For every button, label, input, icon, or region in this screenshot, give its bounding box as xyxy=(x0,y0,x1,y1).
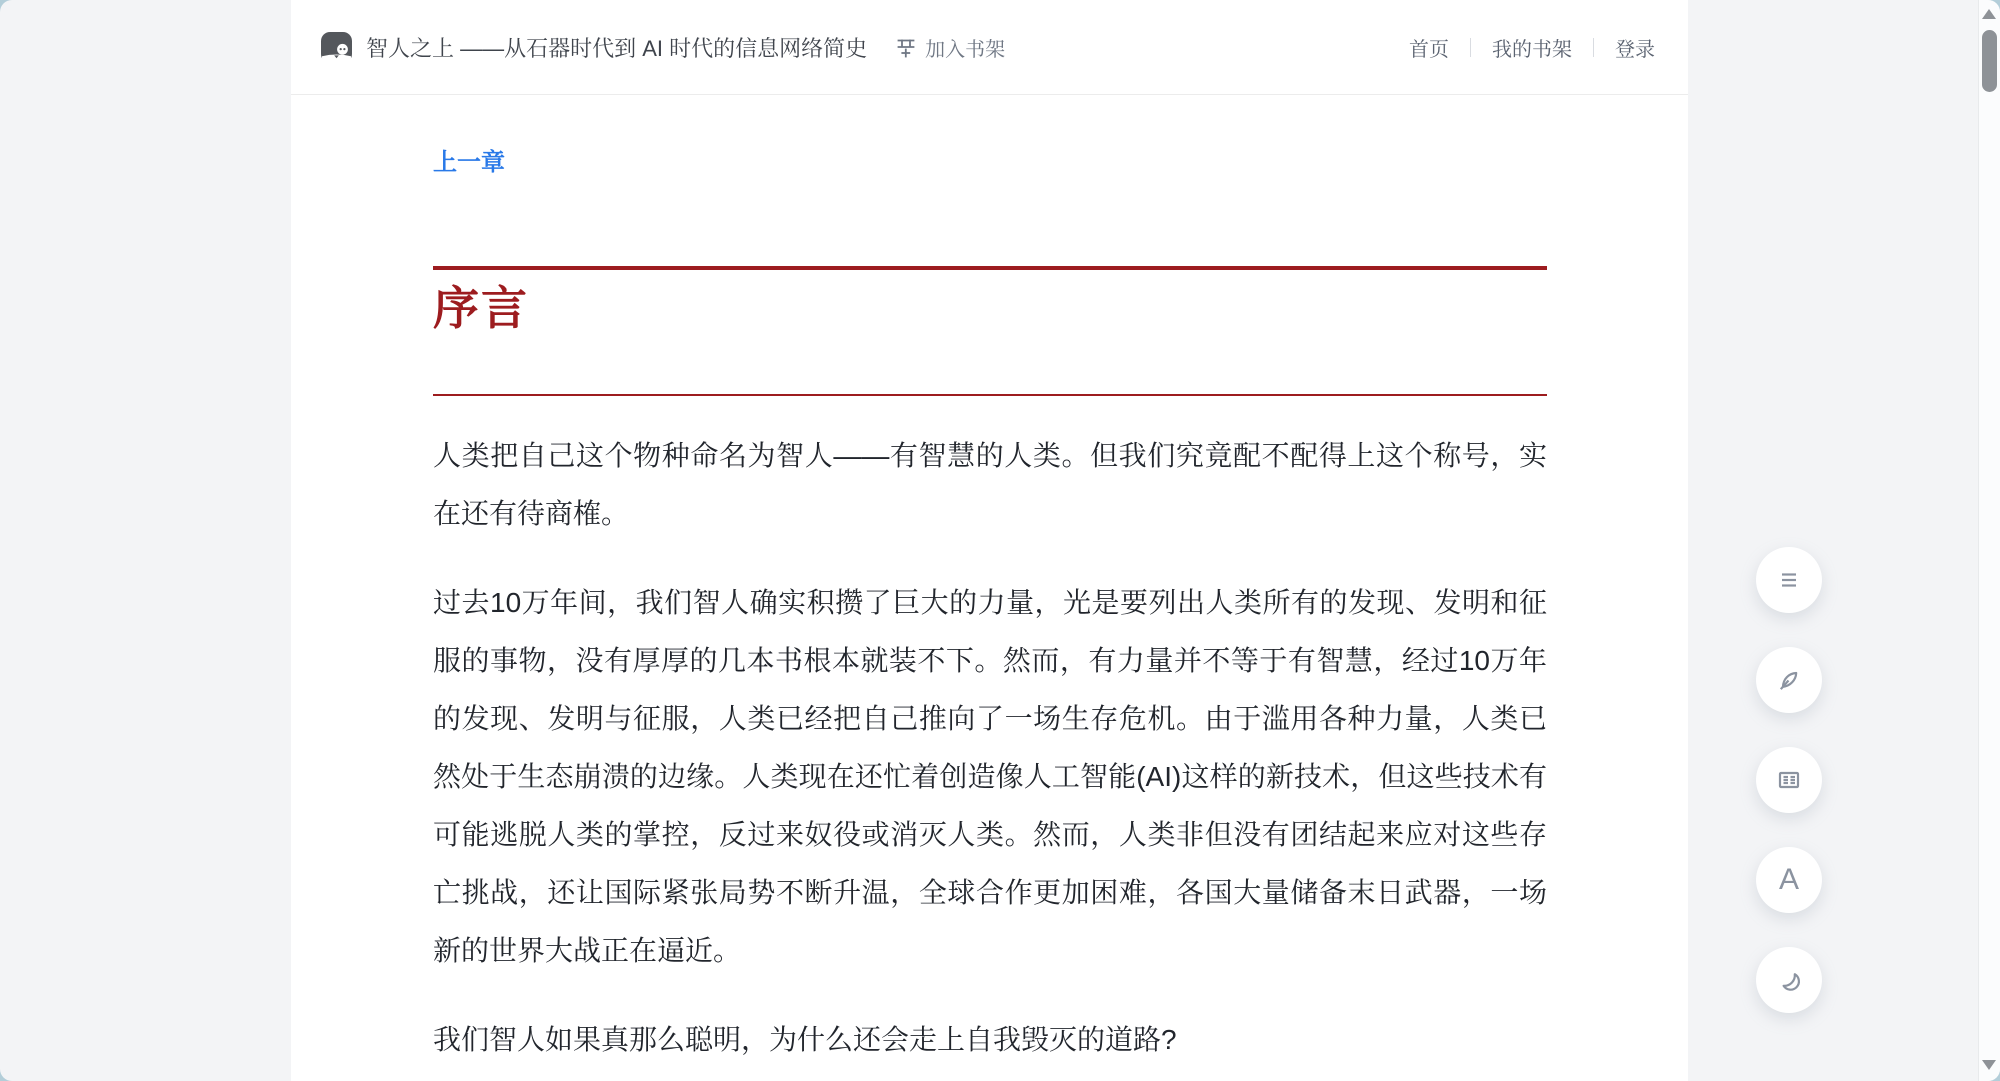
top-nav xyxy=(1409,33,1655,62)
menu-icon xyxy=(1774,565,1804,595)
add-to-shelf-button[interactable] xyxy=(894,33,1005,62)
add-to-shelf-label: 加入书架 xyxy=(925,38,1006,61)
font-settings-button[interactable] xyxy=(1756,847,1822,913)
nav-login-link[interactable]: 登录 xyxy=(1615,38,1655,61)
table-of-contents-button[interactable] xyxy=(1756,547,1822,613)
top-bar xyxy=(291,0,1688,95)
chapter-title: 序言 xyxy=(433,281,529,335)
font-size-icon: A xyxy=(1778,863,1799,896)
book-title: 智人之上 ——从石器时代到 AI 时代的信息网络简史 xyxy=(366,35,868,61)
nav-divider xyxy=(1593,38,1594,57)
nav-home-link[interactable]: 首页 xyxy=(1409,38,1449,61)
dark-mode-button[interactable] xyxy=(1756,947,1822,1013)
reader-mode-button[interactable] xyxy=(1756,747,1822,813)
nav-my-bookshelf-link[interactable]: 我的书架 xyxy=(1492,38,1572,61)
chapter-article xyxy=(291,95,1688,1069)
feather-icon xyxy=(1774,665,1804,695)
nav-divider xyxy=(1470,38,1471,57)
scroll-down-arrow[interactable] xyxy=(1982,1060,1996,1070)
prev-chapter-link[interactable]: 上一章 xyxy=(433,149,505,176)
reading-toolbar xyxy=(1756,547,1822,1013)
body-paragraph: 过去10万年间，我们智人确实积攒了巨大的力量，光是要列出人类所有的发现、发明和征服的事物，没有厚厚的几本书根本就装不下。然而，有力量并不等于有智慧，经过10万年的发现、发明与征服，人类已经把自己推向了一场生存危机。由于滥用各种力量，人类已然处于生态崩溃的边缘。人类现在还忙着创造像人工智能(AI)这样的新技术，但这些技术有可能逃脱人类的掌控，反过来奴役或消灭人类。然而，人类非但没有团结起来应对这些存亡挑战，还让国际紧张局势不断升温，全球合作更加困难，各国大量储备末日武器，一场新的世界大战正在逼近。 xyxy=(433,587,1547,966)
bookshelf-add-icon xyxy=(894,35,918,59)
reader-page xyxy=(291,0,1688,1081)
moon-icon xyxy=(1774,965,1804,995)
body-paragraph: 人类把自己这个物种命名为智人——有智慧的人类。但我们究竟配不配得上这个称号，实在还有待商榷。 xyxy=(433,440,1547,529)
card-list-icon xyxy=(1774,765,1804,795)
notes-button[interactable] xyxy=(1756,647,1822,713)
page-scrollbar[interactable] xyxy=(1978,0,2000,1081)
title-rule-bottom xyxy=(433,394,1547,396)
book-app-logo-icon xyxy=(320,31,353,64)
scrollbar-thumb[interactable] xyxy=(1982,30,1997,92)
scroll-up-arrow[interactable] xyxy=(1982,9,1996,19)
body-paragraph: 我们智人如果真那么聪明，为什么还会走上自我毁灭的道路? xyxy=(433,1024,1177,1055)
title-rule-top xyxy=(433,266,1547,270)
